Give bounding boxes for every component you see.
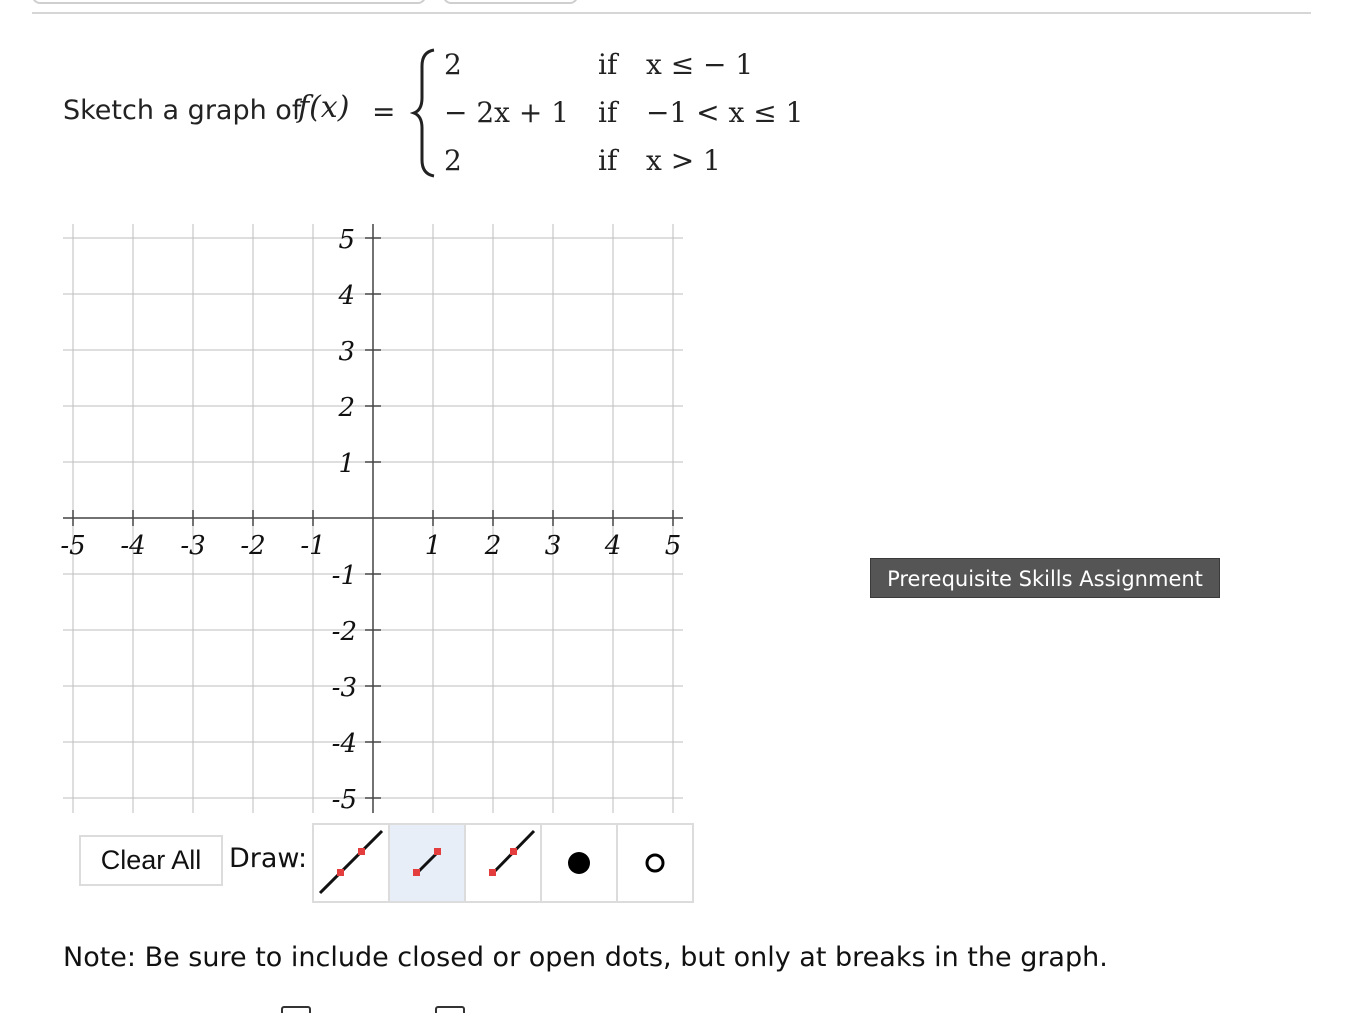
case-1-condition: x ≤ − 1 bbox=[646, 48, 754, 81]
prerequisite-skills-button[interactable]: Prerequisite Skills Assignment bbox=[870, 558, 1220, 598]
case-3-if: if bbox=[598, 144, 618, 177]
case-2-if: if bbox=[598, 96, 618, 129]
ray-icon bbox=[466, 825, 540, 901]
x-tick-label: -3 bbox=[180, 531, 206, 561]
line-icon bbox=[314, 825, 388, 901]
y-tick-label: -2 bbox=[331, 617, 357, 647]
y-tick-label: -3 bbox=[331, 673, 357, 703]
x-tick-label: -5 bbox=[60, 531, 86, 561]
clear-all-button[interactable]: Clear All bbox=[79, 835, 223, 886]
case-2-condition: −1 < x ≤ 1 bbox=[646, 96, 804, 129]
x-tick-label: 2 bbox=[484, 531, 502, 561]
line-tool-button[interactable] bbox=[314, 825, 390, 901]
question-prompt: Sketch a graph of bbox=[63, 95, 302, 126]
y-tick-label: 2 bbox=[338, 393, 355, 423]
equals-sign: = bbox=[372, 95, 396, 128]
case-3-expr: 2 bbox=[444, 144, 462, 177]
segment-tool-button[interactable] bbox=[390, 825, 466, 901]
x-tick-label: -1 bbox=[300, 531, 326, 561]
ray-tool-button[interactable] bbox=[466, 825, 542, 901]
case-1-if: if bbox=[598, 48, 618, 81]
y-tick-label: 1 bbox=[338, 449, 355, 479]
x-tick-label: 1 bbox=[424, 531, 442, 561]
y-tick-label: -4 bbox=[331, 729, 357, 759]
x-tick-label: -4 bbox=[120, 531, 146, 561]
x-tick-label: -2 bbox=[240, 531, 266, 561]
case-1-expr: 2 bbox=[444, 48, 462, 81]
case-2-expr: − 2x + 1 bbox=[444, 96, 570, 129]
y-tick-label: -5 bbox=[331, 785, 357, 815]
draw-label: Draw: bbox=[229, 843, 308, 874]
case-3-condition: x > 1 bbox=[646, 144, 721, 177]
video-checkbox-icon[interactable] bbox=[435, 1006, 465, 1013]
draw-tools bbox=[312, 823, 694, 903]
open-dot-icon bbox=[618, 825, 692, 901]
cut-off-row bbox=[63, 1002, 623, 1013]
y-tick-label: 5 bbox=[338, 225, 355, 255]
x-tick-label: 3 bbox=[544, 531, 562, 561]
y-tick-label: -1 bbox=[331, 561, 357, 591]
function-name: f(x) bbox=[298, 90, 350, 125]
segment-icon bbox=[390, 825, 464, 901]
x-tick-label: 4 bbox=[604, 531, 622, 561]
open-dot-tool-button[interactable] bbox=[618, 825, 692, 901]
y-tick-label: 3 bbox=[338, 337, 355, 367]
video-checkbox-icon[interactable] bbox=[281, 1006, 311, 1013]
note-text: Note: Be sure to include closed or open dots, but only at breaks in the graph. bbox=[63, 942, 1108, 973]
x-tick-label: 5 bbox=[664, 531, 682, 561]
closed-dot-tool-button[interactable] bbox=[542, 825, 618, 901]
graph-canvas[interactable] bbox=[0, 0, 700, 820]
y-tick-label: 4 bbox=[338, 281, 355, 311]
closed-dot-icon bbox=[542, 825, 616, 901]
